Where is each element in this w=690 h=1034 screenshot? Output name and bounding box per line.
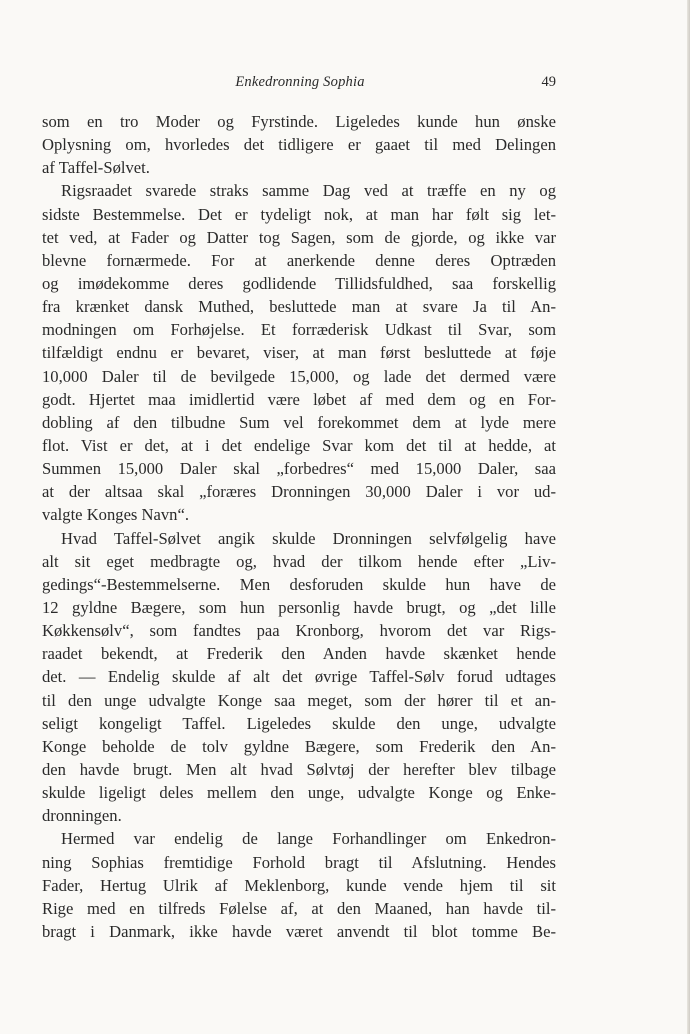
text-line: Konge beholde de tolv gyldne Bægere, som Frederik den An- xyxy=(42,736,556,756)
text-line: valgte Konges Navn“. xyxy=(42,505,189,525)
text-line: ning Sophias fremtidige Forhold bragt til Afslutning. Hendes xyxy=(42,852,556,872)
text-line: seligt kongeligt Taffel. Ligeledes skulde den unge, udvalgte xyxy=(42,713,556,733)
text-line: til den unge udvalgte Konge saa meget, som der hører til et an- xyxy=(42,690,556,710)
text-line: sidste Bestemmelse. Det er tydeligt nok, at man har følt sig let- xyxy=(42,204,556,224)
text-line: tilfældigt endnu er bevaret, viser, at man først besluttede at føje xyxy=(42,343,556,363)
text-line: Rige med en tilfreds Følelse af, at den Maaned, han havde til- xyxy=(42,898,556,918)
text-line: blevne fornærmede. For at anerkende denne deres Optræden xyxy=(42,250,556,270)
text-line: 10,000 Daler til de bevilgede 15,000, og lade det dermed være xyxy=(42,366,556,386)
text-line: tet ved, at Fader og Datter tog Sagen, som de gjorde, og ikke var xyxy=(42,227,556,247)
text-line: Rigsraadet svarede straks samme Dag ved at træffe en ny og xyxy=(61,181,556,201)
text-line: dobling af den tilbudne Sum vel forekommet dem at lyde mere xyxy=(42,412,556,432)
text-line: godt. Hjertet maa imidlertid være løbet af med dem og en For- xyxy=(42,389,556,409)
page-number: 49 xyxy=(541,74,556,90)
text-line: raadet bekendt, at Frederik den Anden havde skænket hende xyxy=(42,644,556,664)
body-text xyxy=(42,110,556,943)
text-line: Fader, Hertug Ulrik af Meklenborg, kunde vende hjem til sit xyxy=(42,875,556,895)
text-line: det. — Endelig skulde af alt det øvrige Taffel-Sølv forud udtages xyxy=(42,667,556,687)
running-header xyxy=(44,74,556,94)
text-line: Hermed var endelig de lange Forhandlinger om Enkedron- xyxy=(61,829,556,849)
text-line: Summen 15,000 Daler skal „forbedres“ med 15,000 Daler, saa xyxy=(42,459,556,479)
text-line: bragt i Danmark, ikke havde været anvendt til blot tomme Be- xyxy=(42,921,556,941)
text-line: Køkkensølv“, som fandtes paa Kronborg, hvorom det var Rigs- xyxy=(42,621,556,641)
text-line: 12 gyldne Bægere, som hun personlig havde brugt, og „det lille xyxy=(42,597,556,617)
text-line: dronningen. xyxy=(42,806,122,826)
text-line: af Taffel-Sølvet. xyxy=(42,158,150,178)
text-line: Oplysning om, hvorledes det tidligere er gaaet til med Delingen xyxy=(42,135,556,155)
text-line: alt sit eget medbragte og, hvad der tilkom hende efter „Liv- xyxy=(42,551,556,571)
text-line: modningen om Forhøjelse. Et forræderisk Udkast til Svar, som xyxy=(42,320,556,340)
text-line: og imødekomme deres godlidende Tillidsfuldhed, saa forskellig xyxy=(42,273,556,293)
text-line: flot. Vist er det, at i det endelige Svar kom det til at hedde, at xyxy=(42,435,556,455)
text-line: Hvad Taffel-Sølvet angik skulde Dronningen selvfølgelig have xyxy=(61,528,556,548)
text-line: fra krænket dansk Muthed, besluttede man at svare Ja til An- xyxy=(42,297,556,317)
text-line: som en tro Moder og Fyrstinde. Ligeledes kunde hun ønske xyxy=(42,112,556,131)
text-line: gedings“-Bestemmelserne. Men desforuden skulde hun have de xyxy=(42,574,556,594)
text-line: den havde brugt. Men alt hvad Sølvtøj der herefter blev tilbage xyxy=(42,759,556,779)
running-title: Enkedronning Sophia xyxy=(235,74,365,90)
text-line: at der altsaa skal „foræres Dronningen 30,000 Daler i vor ud- xyxy=(42,482,556,502)
text-line: skulde ligeligt deles mellem den unge, udvalgte Konge og Enke- xyxy=(42,783,556,803)
